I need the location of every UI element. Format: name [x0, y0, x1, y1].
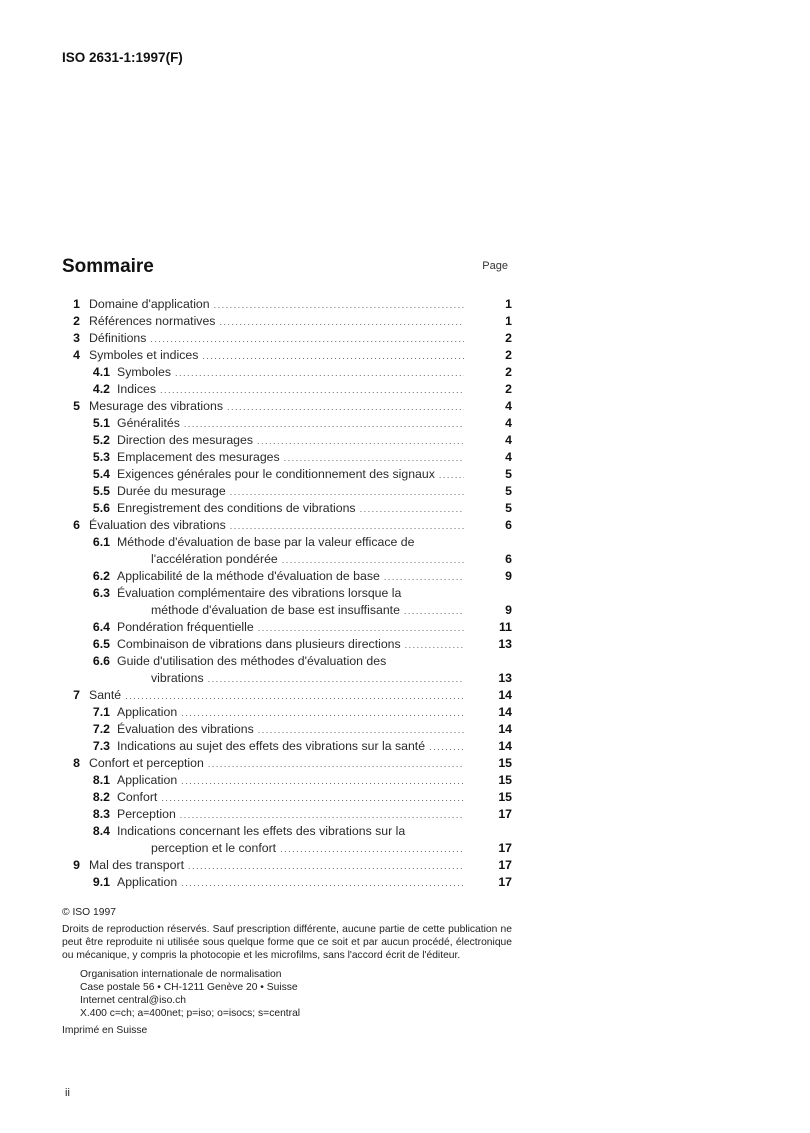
toc-entry[interactable] [62, 619, 512, 636]
toc-entry-number: 7.2 [92, 722, 110, 736]
toc-entry[interactable] [62, 789, 512, 806]
toc-entry[interactable] [62, 738, 512, 755]
toc-heading: Sommaire [62, 256, 154, 277]
dot-leader [404, 605, 464, 619]
toc-entry-number: 5.1 [92, 416, 110, 430]
address-line: Internet central@iso.ch [80, 995, 187, 1006]
toc-entry-title: Combinaison de vibrations dans plusieurs directions [117, 637, 401, 651]
toc-entry-title: Évaluation des vibrations [117, 722, 254, 736]
toc-entry-number: 7 [73, 688, 80, 702]
toc-entry-number: 6.3 [92, 586, 110, 600]
toc-entry-page: 5 [505, 467, 512, 481]
toc-entry-page: 4 [505, 399, 512, 413]
toc-entry-page: 4 [505, 416, 512, 430]
toc-entry-page: 14 [498, 688, 512, 702]
toc-entry-continuation[interactable] [62, 551, 512, 568]
toc-entry-title: Évaluation complémentaire des vibrations lorsque la [117, 586, 402, 600]
toc-entry-number: 9 [73, 858, 80, 872]
toc-entry-page: 1 [505, 297, 512, 311]
toc-entry-page: 15 [498, 756, 512, 770]
toc-entry-title: Méthode d'évaluation de base par la valeur efficace de [117, 535, 415, 549]
toc-entry-title: Pondération fréquentielle [117, 620, 254, 634]
toc-entry-page: 11 [499, 620, 512, 634]
dot-leader [188, 860, 464, 874]
toc-entry-number: 8.3 [92, 807, 110, 821]
dot-leader [184, 418, 464, 432]
dot-leader [181, 707, 464, 721]
toc-entry-page: 14 [498, 722, 512, 736]
toc-entry-number: 8.4 [92, 824, 110, 838]
dot-leader [160, 384, 464, 398]
toc-entry-number: 3 [73, 331, 80, 345]
toc-entry-title: Symboles [117, 365, 171, 379]
toc-entry-title-continued: méthode d'évaluation de base est insuffisante [151, 603, 400, 617]
dot-leader [230, 520, 464, 534]
toc-entry-number: 8.2 [92, 790, 110, 804]
toc-entry-number: 6.1 [92, 535, 110, 549]
toc-entry[interactable] [62, 823, 512, 840]
toc-entry-continuation[interactable] [62, 670, 512, 687]
toc-entry-title-continued: vibrations [151, 671, 204, 685]
toc-entry-number: 9.1 [92, 875, 110, 889]
toc-entry-title: Application [117, 875, 178, 889]
toc-entry-title: Références normatives [89, 314, 216, 328]
dot-leader [214, 299, 464, 313]
toc-entry[interactable] [62, 517, 512, 534]
toc-entry[interactable] [62, 415, 512, 432]
toc-entry[interactable] [62, 687, 512, 704]
dot-leader [384, 571, 464, 585]
toc-entry-page: 14 [498, 739, 512, 753]
toc-entry-title: Perception [117, 807, 176, 821]
toc-entry[interactable] [62, 398, 512, 415]
toc-entry[interactable] [62, 466, 512, 483]
dot-leader [429, 741, 464, 755]
toc-entry[interactable] [62, 313, 512, 330]
toc-entry-number: 6 [73, 518, 80, 532]
dot-leader [282, 554, 464, 568]
toc-entry[interactable] [62, 330, 512, 347]
dot-leader [230, 486, 464, 500]
toc-entry-page: 15 [498, 773, 512, 787]
toc-entry-page: 17 [498, 841, 512, 855]
dot-leader [284, 452, 464, 466]
toc-entry[interactable] [62, 585, 512, 602]
toc-entry-page: 13 [498, 637, 512, 651]
dot-leader [208, 758, 464, 772]
toc-entry-title: Mesurage des vibrations [89, 399, 223, 413]
toc-entry-number: 6.2 [92, 569, 110, 583]
dot-leader [360, 503, 464, 517]
toc-entry[interactable] [62, 755, 512, 772]
toc-entry[interactable] [62, 381, 512, 398]
toc-entry-page: 4 [505, 450, 512, 464]
toc-entry-number: 8 [73, 756, 80, 770]
dot-leader [219, 316, 464, 330]
toc-entry-page: 5 [505, 484, 512, 498]
rights-statement: Droits de reproduction réservés. Sauf prescription différente, aucune partie de cette publication ne peut être reproduite ni utilisée sous quelque forme que ce soit et par aucun procédé, électronique ou mécanique, y compris la photocopie et les microfilms, sans l'accord écrit de l'éditeur. [62, 924, 512, 961]
toc-entry-title: Guide d'utilisation des méthodes d'évaluation des [117, 654, 387, 668]
dot-leader [202, 350, 464, 364]
toc-entry-title: Indications concernant les effets des vibrations sur la [117, 824, 406, 838]
toc-entry-page: 6 [505, 518, 512, 532]
toc-entry-number: 5.5 [92, 484, 110, 498]
toc-entry[interactable] [62, 772, 512, 789]
copyright-line: © ISO 1997 [62, 907, 116, 918]
toc-entry-continuation[interactable] [62, 602, 512, 619]
toc-entry-number: 4.1 [92, 365, 110, 379]
toc-entry-title: Applicabilité de la méthode d'évaluation de base [117, 569, 380, 583]
dot-leader [180, 809, 464, 823]
toc-entry-title: Confort et perception [89, 756, 204, 770]
copyright-block [62, 906, 512, 1037]
toc-entry[interactable] [62, 432, 512, 449]
dot-leader [208, 673, 464, 687]
toc-entry-title: Mal des transport [89, 858, 185, 872]
toc-entry-page: 13 [498, 671, 512, 685]
dot-leader [181, 775, 464, 789]
dot-leader [405, 639, 464, 653]
toc-entry[interactable] [62, 347, 512, 364]
dot-leader [258, 724, 464, 738]
toc-entry-number: 2 [73, 314, 80, 328]
dot-leader [280, 843, 464, 857]
dot-leader [227, 401, 464, 415]
toc-entry-title: Durée du mesurage [117, 484, 226, 498]
address-line: X.400 c=ch; a=400net; p=iso; o=isocs; s=central [80, 1008, 301, 1019]
address-line: Organisation internationale de normalisation [80, 969, 282, 980]
toc-entry-number: 4.2 [92, 382, 110, 396]
toc-entry[interactable] [62, 568, 512, 585]
toc-entry[interactable] [62, 364, 512, 381]
toc-entry-page: 9 [505, 569, 512, 583]
toc-entry-number: 6.6 [92, 654, 110, 668]
toc-entry-page: 4 [505, 433, 512, 447]
toc-entry-page: 1 [505, 314, 512, 328]
toc-entry-page: 2 [505, 331, 512, 345]
toc-entry[interactable] [62, 483, 512, 500]
toc-entry[interactable] [62, 721, 512, 738]
toc-entry[interactable] [62, 857, 512, 874]
toc-entry-title-continued: perception et le confort [151, 841, 277, 855]
toc-entry-title: Enregistrement des conditions de vibrations [117, 501, 356, 515]
toc-entry[interactable] [62, 296, 512, 313]
toc-entry-number: 5.6 [92, 501, 110, 515]
toc-entry-page: 14 [498, 705, 512, 719]
toc-entry-number: 6.4 [92, 620, 110, 634]
toc-entry-number: 6.5 [92, 637, 110, 651]
toc-entry-number: 1 [73, 297, 80, 311]
toc-entry-page: 5 [505, 501, 512, 515]
toc-entry-page: 2 [505, 382, 512, 396]
document-id: ISO 2631-1:1997(F) [62, 50, 183, 65]
toc-entry-title: Évaluation des vibrations [89, 518, 226, 532]
toc-entry-page: 2 [505, 348, 512, 362]
toc-entry-title: Indications au sujet des effets des vibrations sur la santé [117, 739, 426, 753]
toc-entry-number: 8.1 [92, 773, 110, 787]
toc-entry[interactable] [62, 806, 512, 823]
toc-entry[interactable] [62, 704, 512, 721]
address-line: Case postale 56 • CH-1211 Genève 20 • Suisse [80, 982, 298, 993]
toc-entry-number: 5.3 [92, 450, 110, 464]
toc-entry-title: Domaine d'application [89, 297, 210, 311]
dot-leader [150, 333, 464, 347]
dot-leader [258, 622, 464, 636]
toc-entry-title: Indices [117, 382, 156, 396]
dot-leader [181, 877, 464, 891]
toc-entry-title: Santé [89, 688, 122, 702]
toc-entry-number: 4 [73, 348, 80, 362]
toc-entry[interactable] [62, 449, 512, 466]
toc-entry-page: 6 [505, 552, 512, 566]
toc-entry-page: 9 [505, 603, 512, 617]
dot-leader [161, 792, 464, 806]
page-folio: ii [65, 1087, 70, 1099]
toc-entry[interactable] [62, 534, 512, 551]
toc-entry-title-continued: l'accélération pondérée [151, 552, 278, 566]
dot-leader [257, 435, 464, 449]
toc-entry-number: 7.1 [92, 705, 110, 719]
toc-entry-title: Direction des mesurages [117, 433, 254, 447]
toc-entry-page: 17 [498, 858, 512, 872]
toc-entry-number: 7.3 [92, 739, 110, 753]
toc-entry-title: Symboles et indices [89, 348, 199, 362]
toc-entry[interactable] [62, 874, 512, 891]
toc-entry[interactable] [62, 636, 512, 653]
dot-leader [175, 367, 464, 381]
dot-leader [439, 469, 464, 483]
toc-entry-title: Application [117, 773, 178, 787]
dot-leader [125, 690, 464, 704]
printed-in: Imprimé en Suisse [62, 1025, 148, 1036]
toc-entry-title: Confort [117, 790, 158, 804]
toc-entry-title: Généralités [117, 416, 180, 430]
toc-entry[interactable] [62, 500, 512, 517]
toc-entry-page: 2 [505, 365, 512, 379]
toc-entry[interactable] [62, 653, 512, 670]
toc-entry-page: 15 [498, 790, 512, 804]
page-column-label: Page [482, 260, 508, 272]
toc-entry-title: Exigences générales pour le conditionnement des signaux [117, 467, 435, 481]
toc-entry-number: 5 [73, 399, 80, 413]
toc-entry-continuation[interactable] [62, 840, 512, 857]
toc-entry-title: Application [117, 705, 178, 719]
toc-entry-title: Définitions [89, 331, 147, 345]
toc-entry-title: Emplacement des mesurages [117, 450, 280, 464]
toc-entry-page: 17 [498, 807, 512, 821]
toc-entry-page: 17 [498, 875, 512, 889]
toc-entry-number: 5.2 [92, 433, 110, 447]
toc-entry-number: 5.4 [92, 467, 110, 481]
table-of-contents [62, 296, 512, 891]
